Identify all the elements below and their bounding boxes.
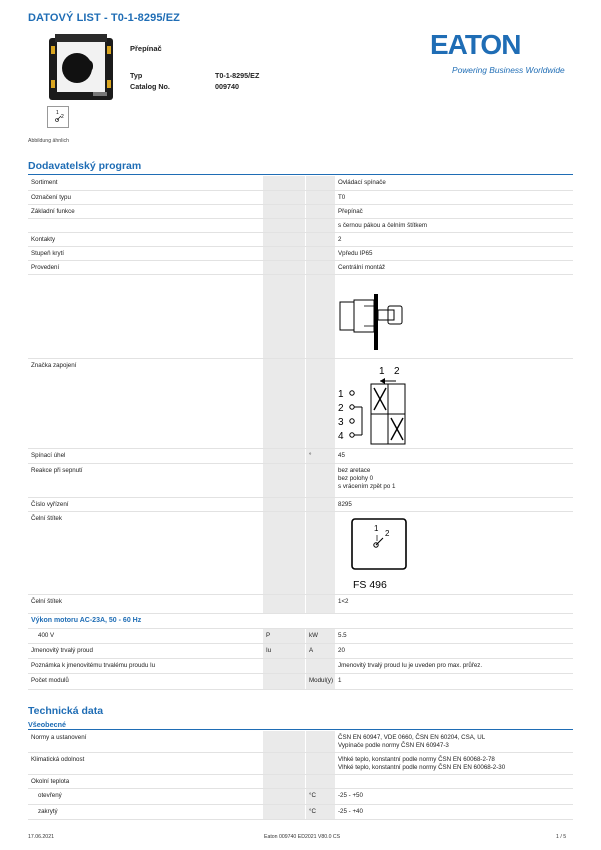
- spec-value-line: s černou pákou a čelním štítkem: [338, 222, 428, 229]
- spec-row: [28, 789, 573, 805]
- spec-value: [335, 753, 573, 774]
- spec-symbol: [263, 233, 305, 246]
- section-title-supply-program: Dodavatelský program: [28, 160, 142, 172]
- spec-label: Označení typu: [31, 194, 71, 201]
- spec-symbol: [263, 176, 305, 190]
- spec-value-line: 1: [338, 677, 342, 684]
- spec-row: [28, 805, 573, 820]
- spec-unit: °C: [305, 805, 335, 819]
- spec-symbol: [263, 205, 305, 218]
- spec-value-line: Vlhké teplo, konstantní podle normy ČSN EN EN 60068-2-30: [338, 764, 506, 771]
- product-image: [47, 32, 115, 104]
- spec-label: Provedení: [31, 264, 60, 271]
- spec-row: [28, 731, 573, 753]
- plate-position-2: 2: [385, 529, 390, 538]
- spec-value-line: -25 - +40: [338, 808, 363, 815]
- spec-value: [335, 775, 573, 788]
- spec-row: [28, 247, 573, 261]
- spec-unit: [305, 176, 335, 190]
- spec-label: Normy a ustanovení: [31, 734, 87, 741]
- spec-label: otevřený: [38, 792, 62, 799]
- spec-unit: [305, 753, 335, 774]
- spec-value-line: Ovládací spínače: [338, 179, 386, 186]
- spec-symbol: [263, 753, 305, 774]
- spec-unit: [305, 191, 335, 204]
- svg-text:1: 1: [56, 110, 59, 116]
- spec-row: [28, 233, 573, 247]
- spec-label: Spínací úhel: [31, 452, 66, 459]
- spec-row: [28, 659, 573, 674]
- product-name: Přepínač: [130, 44, 162, 53]
- spec-label: [28, 275, 263, 358]
- spec-symbol: [263, 789, 305, 804]
- spec-value: [335, 191, 573, 204]
- spec-label: Poznámka k jmenovitému trvalému proudu Iu: [31, 662, 156, 669]
- type-value: T0-1-8295/EZ: [215, 71, 260, 80]
- spec-value-line: Jmenovitý trvalý proud Iu je uveden pro max. průřez.: [338, 662, 483, 669]
- spec-label: Základní funkce: [31, 208, 75, 215]
- spec-symbol: [263, 247, 305, 260]
- spec-value-line: 1<2: [338, 598, 349, 605]
- spec-unit: [305, 205, 335, 218]
- spec-symbol: [263, 359, 305, 448]
- spec-row: [28, 191, 573, 205]
- spec-unit: [305, 233, 335, 246]
- spec-label: [28, 219, 263, 232]
- spec-value-line: ČSN EN 60947, VDE 0660, ČSN EN 60204, CSA, UL: [338, 734, 486, 741]
- front-plate-drawing: [350, 517, 410, 593]
- spec-row: [28, 498, 573, 512]
- front-plate-code: FS 496: [353, 579, 387, 591]
- spec-symbol: Iu: [263, 644, 305, 658]
- catalog-value: 009740: [215, 82, 239, 91]
- spec-label: Čelní štítek: [31, 515, 62, 522]
- spec-label: Klimatická odolnost: [31, 756, 85, 763]
- spec-value-line: Centrální montáž: [338, 264, 386, 271]
- spec-unit: [305, 731, 335, 752]
- spec-value-line: -25 - +50: [338, 792, 363, 799]
- spec-row: [28, 205, 573, 219]
- spec-row: [28, 359, 573, 449]
- spec-unit: [305, 261, 335, 274]
- section-divider: [28, 729, 573, 730]
- spec-row: [28, 775, 573, 789]
- spec-unit: [305, 775, 335, 788]
- spec-symbol: [263, 464, 305, 497]
- spec-value-line: 2: [338, 236, 342, 243]
- wiring-position-1: 1: [379, 366, 385, 377]
- spec-value: [335, 629, 573, 643]
- spec-label: zakrytý: [38, 808, 58, 815]
- spec-value: [335, 595, 573, 613]
- spec-value: [335, 731, 573, 752]
- spec-unit: [305, 219, 335, 232]
- spec-symbol: [263, 191, 305, 204]
- spec-unit: [305, 359, 335, 448]
- page-title: DATOVÝ LIST - T0-1-8295/EZ: [28, 12, 180, 24]
- spec-value: [335, 789, 573, 804]
- spec-value-line: Vlhké teplo, konstantní podle normy ČSN EN 60068-2-78: [338, 756, 495, 763]
- spec-value: [335, 205, 573, 218]
- spec-value-line: s vrácením zpět po 1: [338, 483, 396, 490]
- spec-row: [28, 464, 573, 498]
- spec-value: [335, 261, 573, 274]
- spec-value: [335, 219, 573, 232]
- spec-row: [28, 261, 573, 275]
- spec-unit: A: [305, 644, 335, 658]
- spec-symbol: [263, 275, 305, 358]
- mounting-drawing: [336, 290, 416, 350]
- spec-row: [28, 753, 573, 775]
- image-caption: Abbildung ähnlich: [28, 138, 69, 144]
- spec-row: [28, 595, 573, 614]
- footer-date: 17.06.2021: [28, 834, 54, 840]
- spec-symbol: [263, 219, 305, 232]
- spec-value: [335, 674, 573, 689]
- spec-unit: °: [305, 449, 335, 463]
- spec-row: [28, 449, 573, 464]
- spec-value: [335, 449, 573, 463]
- wiring-diagram: [336, 364, 416, 446]
- type-label: Typ: [130, 71, 143, 80]
- spec-value: [335, 498, 573, 511]
- spec-value-line: Vpředu IP65: [338, 250, 373, 257]
- catalog-label: Catalog No.: [130, 82, 170, 91]
- spec-label: Číslo vyřízení: [31, 501, 69, 508]
- motor-heading: Výkon motoru AC-23A, 50 - 60 Hz: [31, 617, 142, 624]
- terminal-4: 4: [338, 431, 344, 442]
- spec-unit: [305, 498, 335, 511]
- spec-label: Kontakty: [31, 236, 56, 243]
- subsection-general: Všeobecné: [28, 720, 66, 729]
- spec-label: Čelní štítek: [31, 598, 62, 605]
- spec-value-line: T0: [338, 194, 346, 201]
- spec-unit: kW: [305, 629, 335, 643]
- spec-row: [28, 512, 573, 595]
- wiring-position-2: 2: [394, 366, 400, 377]
- brand-tagline: Powering Business Worldwide: [452, 65, 565, 75]
- spec-unit: [305, 512, 335, 594]
- spec-unit: [305, 275, 335, 358]
- spec-symbol: [263, 449, 305, 463]
- terminal-2: 2: [338, 403, 344, 414]
- spec-value-line: 20: [338, 647, 345, 654]
- spec-symbol: [263, 731, 305, 752]
- spec-unit: [305, 464, 335, 497]
- spec-value-line: 5.5: [338, 632, 347, 639]
- spec-symbol: [263, 512, 305, 594]
- spec-label: Značka zapojení: [31, 362, 77, 369]
- footer-doc-code: Eaton 009740 ED2021 V80.0 CS: [264, 834, 341, 840]
- spec-symbol: [263, 805, 305, 819]
- motor-heading-row: [28, 614, 573, 629]
- spec-value: [335, 805, 573, 819]
- spec-label: Okolní teplota: [31, 778, 70, 785]
- spec-symbol: [263, 674, 305, 689]
- spec-value-line: bez aretace: [338, 467, 371, 474]
- spec-value-line: Vypínače podle normy ČSN EN 60947-3: [338, 742, 449, 749]
- spec-value: [335, 644, 573, 658]
- spec-unit: Modul(y): [305, 674, 335, 689]
- eaton-logo: [430, 31, 540, 57]
- spec-unit: [305, 595, 335, 613]
- spec-row: [28, 275, 573, 359]
- svg-text:2: 2: [61, 114, 64, 120]
- spec-value: [335, 464, 573, 497]
- spec-symbol: [263, 775, 305, 788]
- footer-page: 1 / 5: [556, 834, 567, 840]
- spec-row: [28, 629, 573, 644]
- spec-value-line: 45: [338, 452, 345, 459]
- spec-value: [335, 176, 573, 190]
- spec-label: Jmenovitý trvalý proud: [31, 647, 93, 654]
- spec-label: 400 V: [38, 632, 55, 639]
- spec-symbol: [263, 261, 305, 274]
- spec-symbol: P: [263, 629, 305, 643]
- spec-unit: °C: [305, 789, 335, 804]
- spec-value: [335, 233, 573, 246]
- svg-text:EATON: EATON: [430, 31, 521, 57]
- spec-unit: [305, 247, 335, 260]
- section-title-technical-data: Technická data: [28, 705, 104, 717]
- small-switch-symbol-icon: [47, 106, 69, 128]
- spec-row: [28, 644, 573, 659]
- terminal-3: 3: [338, 417, 344, 428]
- spec-value: [335, 247, 573, 260]
- spec-symbol: [263, 595, 305, 613]
- spec-value-line: 8295: [338, 501, 352, 508]
- terminal-1: 1: [338, 389, 344, 400]
- spec-row: [28, 219, 573, 233]
- spec-symbol: [263, 659, 305, 673]
- spec-label: Stupeň krytí: [31, 250, 65, 257]
- spec-symbol: [263, 498, 305, 511]
- spec-label: Počet modulů: [31, 677, 69, 684]
- spec-value-line: Přepínač: [338, 208, 363, 215]
- spec-row: [28, 674, 573, 690]
- spec-label: Sortiment: [31, 179, 58, 186]
- spec-unit: [305, 659, 335, 673]
- spec-label: Reakce při sepnutí: [31, 467, 83, 474]
- spec-value-line: bez polohy 0: [338, 475, 374, 482]
- spec-value: [335, 659, 573, 673]
- section-divider: [28, 174, 573, 175]
- plate-position-1: 1: [374, 524, 379, 533]
- spec-row: [28, 176, 573, 191]
